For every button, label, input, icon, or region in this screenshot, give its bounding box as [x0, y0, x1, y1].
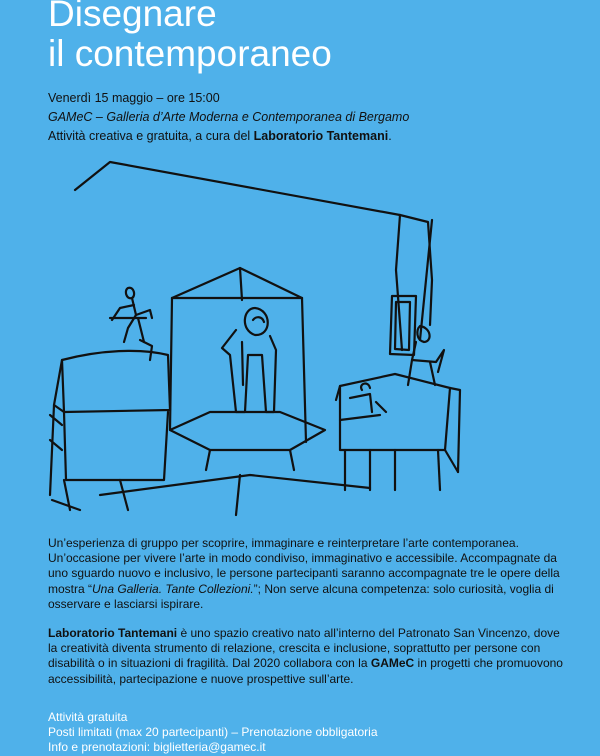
p1-exhibition-title: Una Galleria. Tante Collezioni. — [92, 581, 254, 596]
description-paragraph-1 — [48, 536, 568, 612]
event-date-time: Venerdì 15 maggio – ore 15:00 — [48, 91, 220, 105]
p2-gamec: GAMeC — [370, 656, 415, 671]
event-info — [48, 89, 409, 146]
p1-text: Un’esperienza di gruppo per scoprire, immaginare e reinterpretare l’arte contemporanea. Un’occasione per vivere l’arte in modo condiviso, immaginativo e accessibile. Accompagnate da uno sguardo nuovo e inclusivo, le persone partecipanti saranno accompagnate tre le opere della mostra “ — [48, 536, 560, 596]
p2-end: in progetti che promuovono accessibilità, partecipazione e nuove prospettive sull’arte. — [48, 656, 563, 686]
page-title — [48, 0, 332, 74]
event-activity — [48, 127, 409, 146]
footer-free: Attività gratuita — [48, 710, 128, 724]
footer-places: Posti limitati (max 20 partecipanti) – Prenotazione obbligatoria — [48, 725, 378, 740]
gallery-illustration — [40, 150, 470, 525]
activity-prefix: Attività creativa e gratuita, a cura del — [48, 129, 254, 143]
activity-organizer: Laboratorio Tantemani — [253, 129, 389, 143]
footer-contact: Info e prenotazioni: biglietteria@gamec.it — [48, 740, 266, 755]
footer-info — [48, 710, 378, 756]
event-venue: GAMeC – Galleria d’Arte Moderna e Contemporanea di Bergamo — [48, 110, 410, 124]
activity-suffix: . — [388, 129, 392, 143]
title-line-1: Disegnare — [48, 0, 217, 34]
title-line-2: il contemporaneo — [48, 33, 332, 74]
description-paragraph-2 — [48, 626, 568, 687]
p1-end: ”; Non serve alcuna competenza: solo curiosità, voglia di osservare e lasciarsi ispirare. — [48, 581, 554, 611]
p2-text: è uno spazio creativo nato all’interno del Patronato San Vincenzo, dove la creatività diventa strumento di relazione, crescita e inclusione, soprattutto per persone con disabilità o in situazioni di fragilità. Dal 2020 collabora con la — [48, 626, 560, 671]
p2-organizer: Laboratorio Tantemani — [48, 626, 178, 640]
